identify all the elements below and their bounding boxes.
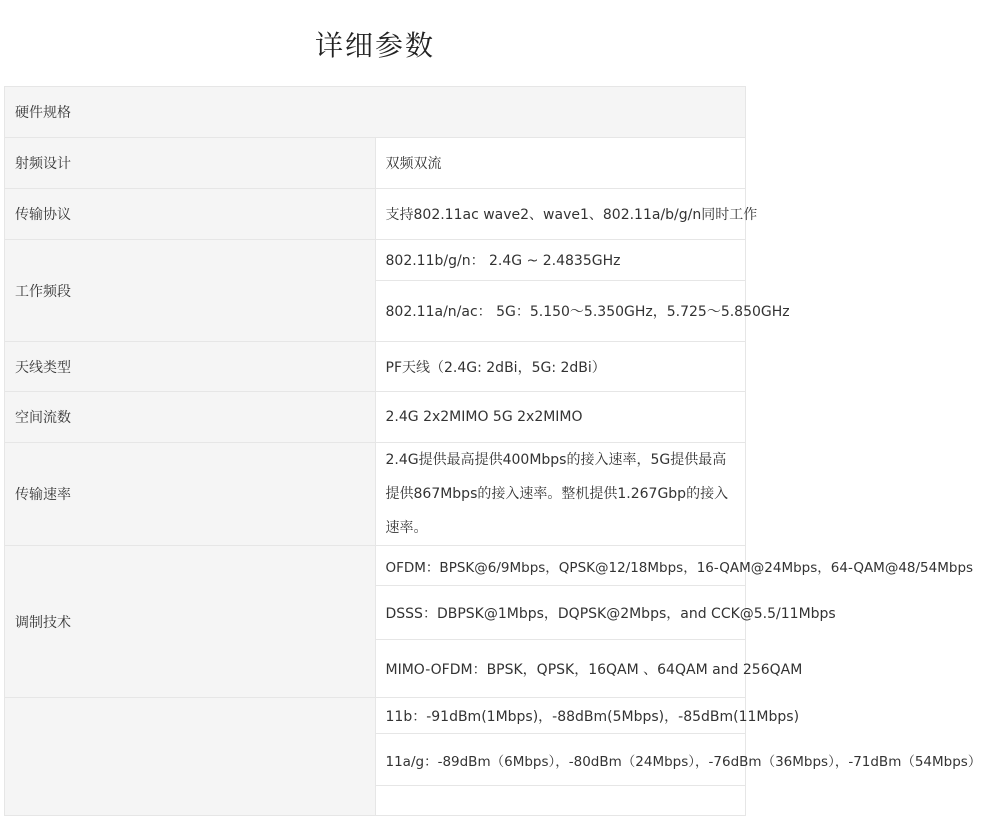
row-value: 支持802.11ac wave2、wave1、802.11a/b/g/n同时工作 (375, 189, 746, 240)
row-label: 传输协议 (5, 189, 376, 240)
row-label (5, 698, 376, 816)
row-value: 11b：-91dBm(1Mbps)，-88dBm(5Mbps)，-85dBm(11Mbps) (375, 698, 746, 734)
table-row-radio (5, 138, 746, 189)
row-value (375, 786, 746, 816)
row-label: 工作频段 (5, 240, 376, 342)
row-value: PF天线（2.4G: 2dBi，5G: 2dBi） (375, 342, 746, 392)
row-label: 天线类型 (5, 342, 376, 392)
row-value: 2.4G提供最高提供400Mbps的接入速率，5G提供最高提供867Mbps的接入速率。整机提供1.267Gbp的接入速率。 (375, 443, 746, 546)
table-row-antenna (5, 342, 746, 392)
row-label: 传输速率 (5, 443, 376, 546)
table-row-sensitivity (5, 698, 746, 734)
row-label: 射频设计 (5, 138, 376, 189)
row-value: 2.4G 2x2MIMO 5G 2x2MIMO (375, 392, 746, 443)
section-header: 硬件规格 (5, 87, 746, 138)
table-row-modulation (5, 546, 746, 586)
table-row-rate (5, 443, 746, 546)
row-value: OFDM：BPSK@6/9Mbps，QPSK@12/18Mbps，16-QAM@24Mbps，64-QAM@48/54Mbps (375, 546, 746, 586)
table-row-band (5, 240, 746, 281)
row-value: MIMO-OFDM：BPSK，QPSK，16QAM 、64QAM and 256QAM (375, 640, 746, 698)
row-value: 802.11b/g/n： 2.4G ~ 2.4835GHz (375, 240, 746, 281)
row-label: 空间流数 (5, 392, 376, 443)
table-row-protocol (5, 189, 746, 240)
section-header-row (5, 87, 746, 138)
row-value: DSSS：DBPSK@1Mbps，DQPSK@2Mbps，and CCK@5.5/11Mbps (375, 586, 746, 640)
row-value: 11a/g：-89dBm（6Mbps），-80dBm（24Mbps），-76dBm（36Mbps），-71dBm（54Mbps） (375, 734, 746, 786)
row-value: 802.11a/n/ac： 5G：5.150～5.350GHz，5.725～5.850GHz (375, 281, 746, 342)
table-row-streams (5, 392, 746, 443)
spec-table (4, 86, 981, 816)
page-title: 详细参数 (314, 29, 435, 62)
row-value: 双频双流 (375, 138, 746, 189)
row-label: 调制技术 (5, 546, 376, 698)
